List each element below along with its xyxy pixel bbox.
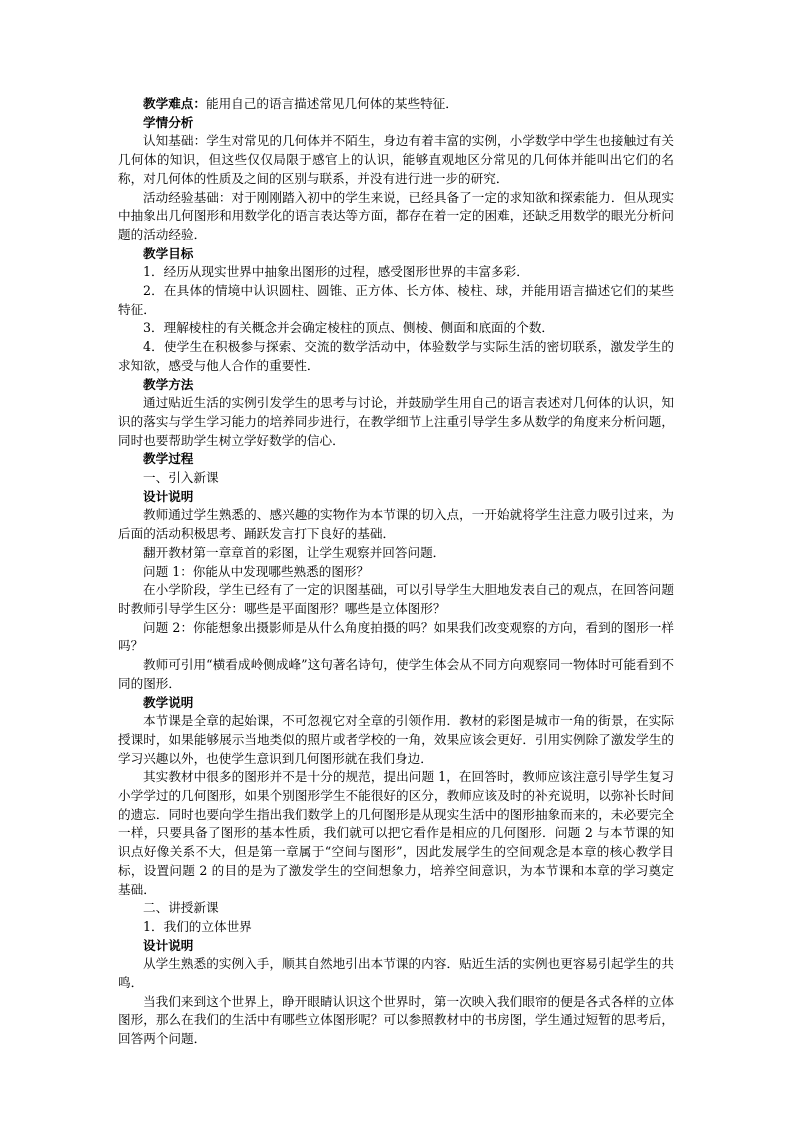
- methods-paragraph: 通过贴近生活的实例引发学生的思考与讨论，并鼓励学生用自己的语言表述对几何体的认识，知识的落实与学生学习能力的培养同步进行，在教学细节上注重引导学生多从数学的角度来分析问题，同时也要帮助学生树立学好数学的信心．: [118, 395, 674, 448]
- learner-analysis-heading: 学情分析: [143, 114, 194, 130]
- part1-design-paragraph-1: 教师通过学生熟悉的、感兴趣的实物作为本节课的切入点，一开始就将学生注意力吸引过来，为后面的活动积极思考、踊跃发言打下良好的基础．: [118, 507, 674, 542]
- objective-item-3: 3．理解棱柱的有关概念并会确定棱柱的顶点、侧棱、侧面和底面的个数．: [143, 320, 555, 336]
- question-2-paragraph: 教师可引用“横看成岭侧成峰”这句著名诗句，使学生体会从不同方向观察同一物体时可能看到不同的图形．: [118, 657, 674, 691]
- part2-title: 二、讲授新课: [143, 900, 219, 916]
- part2-subtitle-1: 1．我们的立体世界: [143, 918, 252, 934]
- part1-design-paragraph-2: 翻开教材第一章章首的彩图，让学生观察并回答问题．: [143, 544, 446, 560]
- part2-design-paragraph-1: 从学生熟悉的实例入手，顺其自然地引出本节课的内容．贴近生活的实例也更容易引起学生的共鸣．: [118, 956, 674, 991]
- part1-teaching-heading: 教学说明: [143, 694, 194, 710]
- part2-design-heading: 设计说明: [143, 937, 194, 953]
- question-1-paragraph: 在小学阶段，学生已经有了一定的识图基础，可以引导学生大胆地发表自己的观点，在回答问题时教师引导学生区分：哪些是平面图形？哪些是立体图形？: [118, 582, 674, 616]
- learner-analysis-paragraph-1: 认知基础：学生对常见的几何体并不陌生，身边有着丰富的实例，小学数学中学生也接触过有关几何体的知识，但这些仅仅局限于感官上的认识，能够直观地区分常见的几何体并能叫出它们的名称，对几何体的性质及之间的区别与联系，并没有进行进一步的研究．: [118, 133, 674, 186]
- objective-item-4: 4．使学生在积极参与探索、交流的数学活动中，体验数学与实际生活的密切联系，激发学生的求知欲，感受与他人合作的重要性．: [118, 339, 674, 373]
- process-heading: 教学过程: [143, 451, 194, 467]
- document-body: [118, 95, 674, 1049]
- part1-teaching-paragraph-2: 其实教材中很多的图形并不是十分的规范，提出问题 1，在回答时，教师应该注意引导学生复习小学学过的几何图形，如果个别图形学生不能很好的区分，教师应该及时的补充说明，以弥补长时间的遗忘．同时也要向学生指出我们数学上的几何图形是从现实生活中的图形抽象而来的，未必要完全一样，只要具备了图形的基本性质，我们就可以把它看作是相应的几何图形．问题 2 与本节课的知识点好像关系不大，但是第一章属于“空间与图形”，因此发展学生的空间观念是本章的核心教学目标，设置问题 2 的目的是为了激发学生的空间想象力，培养空间意识，为本节课和本章的学习奠定基础．: [118, 769, 674, 897]
- objective-item-1: 1．经历从现实世界中抽象出图形的过程，感受图形世界的丰富多彩．: [143, 264, 529, 280]
- part1-teaching-paragraph-1: 本节课是全章的起始课，不可忽视它对全章的引领作用．教材的彩图是城市一角的街景，在实际授课时，如果能够展示当地类似的照片或者学校的一角，效果应该会更好．引用实例除了激发学生的学习兴趣以外，也使学生意识到几何图形就在我们身边．: [118, 713, 674, 766]
- difficulty-label: 教学难点：: [143, 96, 206, 111]
- question-1: 问题 1：你能从中发现哪些熟悉的图形？: [143, 563, 370, 579]
- part1-design-heading: 设计说明: [143, 488, 194, 504]
- methods-heading: 教学方法: [143, 376, 194, 392]
- objective-item-2: 2．在具体的情境中认识圆柱、圆锥、正方体、长方体、棱柱、球，并能用语言描述它们的某些特征．: [118, 283, 674, 317]
- difficulty-text: 能用自己的语言描述常见几何体的某些特征．: [205, 96, 458, 111]
- part2-design-paragraph-2: 当我们来到这个世界上，睁开眼睛认识这个世界时，第一次映入我们眼帘的便是各式各样的立体图形，那么在我们的生活中有哪些立体图形呢？可以参照教材中的书房图，学生通过短暂的思考后，回答两个问题．: [118, 993, 674, 1047]
- objectives-heading: 教学目标: [143, 245, 194, 261]
- part1-title: 一、引入新课: [143, 470, 219, 486]
- difficulty-line: [118, 95, 674, 114]
- question-2: 问题 2：你能想象出摄影师是从什么角度拍摄的吗？如果我们改变观察的方向，看到的图形一样吗？: [118, 619, 674, 654]
- learner-analysis-paragraph-2: 活动经验基础：对于刚刚踏入初中的学生来说，已经具备了一定的求知欲和探索能力．但从现实中抽象出几何图形和用数学化的语言表达等方面，都存在着一定的困难，还缺乏用数学的眼光分析问题的活动经验．: [118, 189, 674, 242]
